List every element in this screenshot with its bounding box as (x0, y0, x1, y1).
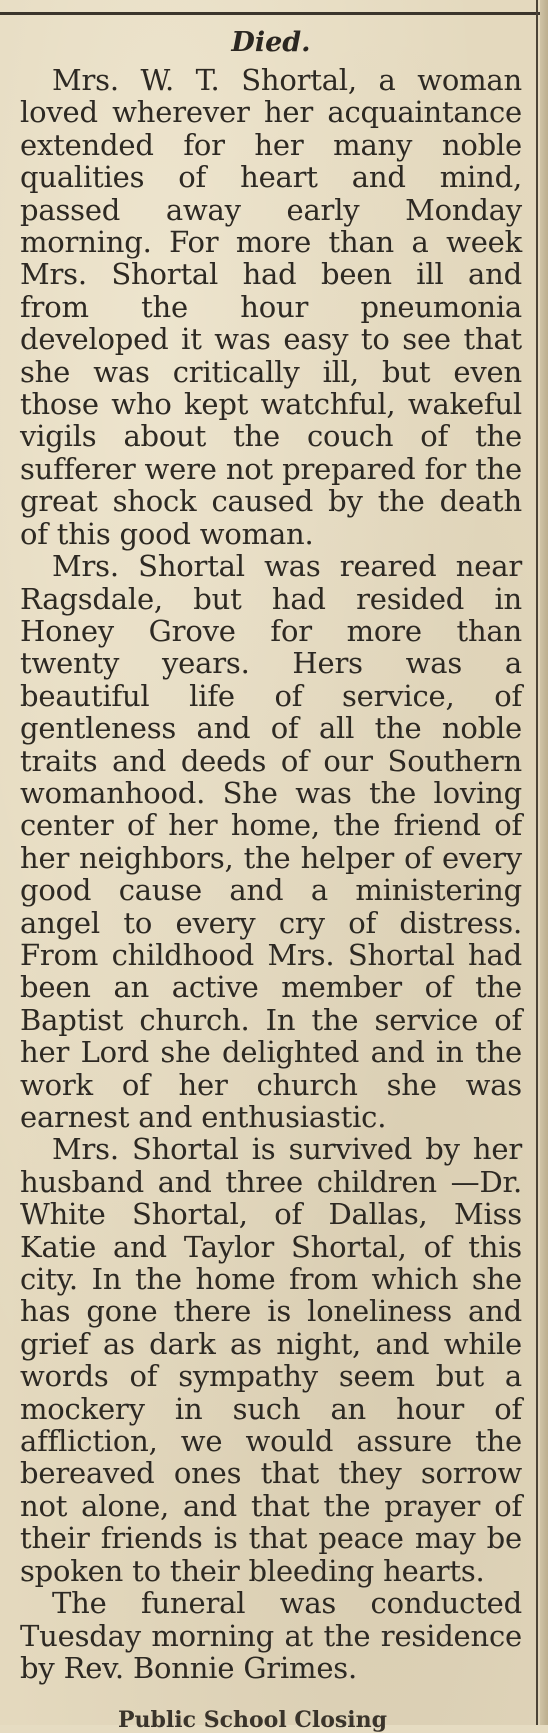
column-divider (536, 0, 538, 1725)
paragraph-4: The funeral was conducted Tuesday morning at the residence by Rev. Bonnie Grimes. (20, 1586, 522, 1685)
article-body (20, 64, 522, 1684)
article-headline: Died. (231, 27, 311, 58)
paragraph-3: Mrs. Shortal is survived by her husband and three children —Dr. White Shortal, of Dallas, Miss Katie and Taylor Shortal, of this city. In the home from which she has gone there is loneliness and grief as dark as night, and while words of sympathy seem but a mockery in such an hour of affliction, we would assure the bereaved ones that they sorrow not alone, and that the prayer of their friends is that peace may be spoken to their bleeding hearts. (20, 1132, 522, 1588)
obituary-article (20, 26, 522, 1684)
paragraph-1: Mrs. W. T. Shortal, a woman loved wherever her acquaintance extended for her many noble qualities of heart and mind, passed away early Monday morning. For more than a week Mrs. Shortal had been ill and from the hour pneumonia developed it was easy to see that she was critically ill, but even those who kept watchful, wakeful vigils about the couch of the sufferer were not prepared for the great shock caused by the death of this good woman. (20, 63, 522, 551)
top-rule (0, 12, 548, 15)
adjacent-column-edge (540, 0, 548, 1725)
next-article-heading: Public School Closing (118, 1707, 387, 1733)
paragraph-2: Mrs. Shortal was reared near Ragsdale, but had resided in Honey Grove for more than twenty years. Hers was a beautiful life of service, of gentleness and of all the noble traits and deeds of our Southern womanhood. She was the loving center of her home, the friend of her neighbors, the helper of every good cause and a ministering angel to every cry of distress. From childhood Mrs. Shortal had been an active member of the Baptist church. In the service of her Lord she delighted and in the work of her church she was earnest and enthusiastic. (20, 549, 522, 1134)
